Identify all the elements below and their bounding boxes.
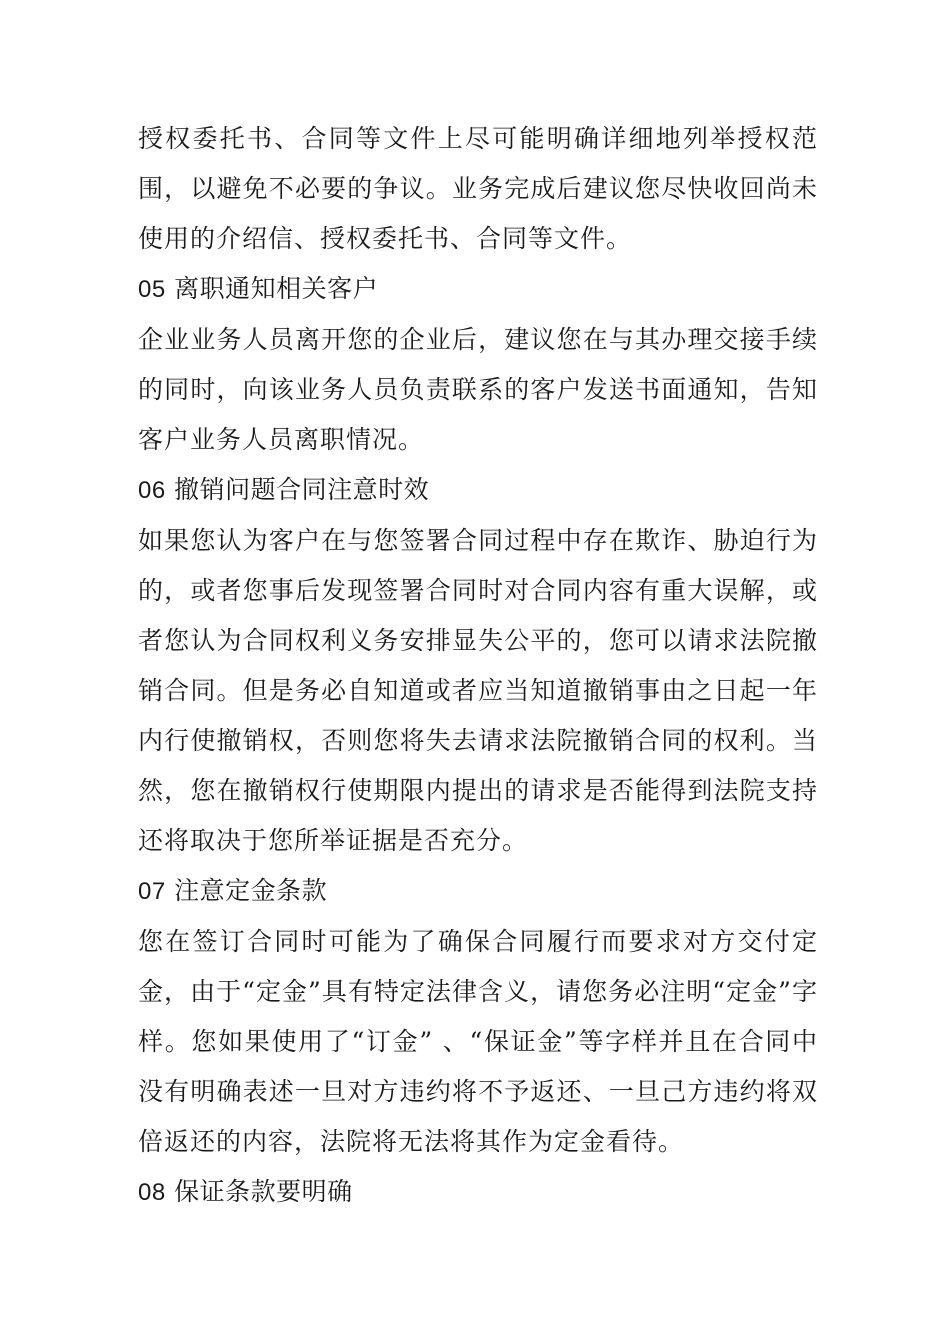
section-number: 07 (138, 878, 166, 905)
paragraph-authorization: 授权委托书、合同等文件上尽可能明确详细地列举授权范围，以避免不必要的争议。业务完成后建议您尽快收回尚未使用的介绍信、授权委托书、合同等文件。 (138, 124, 818, 253)
section-heading-06 (138, 465, 818, 516)
section-title: 撤销问题合同注意时效 (174, 475, 430, 504)
document-body (138, 114, 818, 1218)
paragraph-resignation-notice: 企业业务人员离开您的企业后，建议您在与其办理交接手续的同时，向该业务人员负责联系的客户发送书面通知，告知客户业务人员离职情况。 (138, 325, 818, 454)
section-number: 05 (138, 276, 166, 303)
section-title: 保证条款要明确 (174, 1177, 353, 1206)
section-heading-08 (138, 1167, 818, 1218)
section-number: 08 (138, 1179, 166, 1206)
section-title: 离职通知相关客户 (174, 274, 379, 303)
section-number: 06 (138, 477, 166, 504)
section-heading-07 (138, 866, 818, 917)
paragraph-contract-revocation: 如果您认为客户在与您签署合同过程中存在欺诈、胁迫行为的，或者您事后发现签署合同时对合同内容有重大误解，或者您认为合同权利义务安排显失公平的，您可以请求法院撤销合同。但是务必自知道或者应当知道撤销事由之日起一年内行使撤销权，否则您将失去请求法院撤销合同的权利。当然，您在撤销权行使期限内提出的请求是否能得到法院支持还将取决于您所举证据是否充分。 (138, 526, 818, 855)
paragraph-deposit-clause: 您在签订合同时可能为了确保合同履行而要求对方交付定金，由于“定金”具有特定法律含义，请您务必注明“定金”字样。您如果使用了“订金” 、“保证金”等字样并且在合同中没有明确表述一旦对方违约将不予返还、一旦己方违约将双倍返还的内容，法院将无法将其作为定金看待。 (138, 927, 818, 1156)
section-title: 注意定金条款 (174, 876, 328, 905)
section-heading-05 (138, 264, 818, 315)
